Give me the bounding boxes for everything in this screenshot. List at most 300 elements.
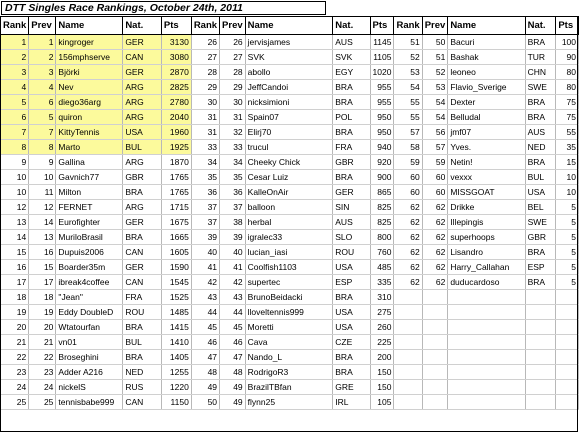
cell-rank: 23 bbox=[1, 365, 29, 380]
cell-pts: 310 bbox=[370, 290, 394, 305]
cell-name: BrazilTBfan bbox=[245, 380, 333, 395]
cell-rank: 30 bbox=[191, 95, 219, 110]
cell-rank: 53 bbox=[394, 65, 422, 80]
cell-prev bbox=[422, 305, 448, 320]
cell-nat: BRA bbox=[123, 320, 162, 335]
cell-name: Flavio_Sverige bbox=[448, 80, 525, 95]
cell-nat bbox=[525, 305, 556, 320]
cell-name bbox=[448, 335, 525, 350]
cell-rank bbox=[394, 380, 422, 395]
cell-prev: 62 bbox=[422, 275, 448, 290]
cell-rank: 15 bbox=[1, 245, 29, 260]
cell-rank: 2 bbox=[1, 50, 29, 65]
cell-nat: SVK bbox=[333, 50, 370, 65]
cell-pts: 825 bbox=[370, 200, 394, 215]
cell-nat: CZE bbox=[333, 335, 370, 350]
table-row bbox=[1, 260, 579, 275]
cell-prev: 62 bbox=[422, 215, 448, 230]
cell-prev: 10 bbox=[29, 170, 56, 185]
cell-pts: 5 bbox=[556, 200, 579, 215]
cell-prev: 8 bbox=[29, 140, 56, 155]
cell-rank: 10 bbox=[1, 185, 29, 200]
cell-rank: 31 bbox=[191, 110, 219, 125]
cell-pts: 1765 bbox=[161, 185, 191, 200]
cell-pts: 15 bbox=[556, 155, 579, 170]
cell-prev: 20 bbox=[29, 320, 56, 335]
cell-prev: 5 bbox=[29, 110, 56, 125]
table-row bbox=[1, 185, 579, 200]
cell-rank: 55 bbox=[394, 95, 422, 110]
cell-name: Elirj70 bbox=[245, 125, 333, 140]
cell-prev: 34 bbox=[220, 155, 246, 170]
column-header-rank: Rank bbox=[1, 17, 29, 35]
cell-nat: EGY bbox=[333, 65, 370, 80]
cell-rank bbox=[394, 350, 422, 365]
cell-name: ibreak4coffee bbox=[56, 275, 123, 290]
cell-pts: 800 bbox=[370, 230, 394, 245]
cell-prev: 9 bbox=[29, 155, 56, 170]
cell-pts: 1255 bbox=[161, 365, 191, 380]
cell-pts: 1925 bbox=[161, 140, 191, 155]
cell-nat: CAN bbox=[123, 245, 162, 260]
cell-nat: GER bbox=[123, 35, 162, 50]
cell-name: 156mphserve bbox=[56, 50, 123, 65]
cell-prev: 30 bbox=[220, 95, 246, 110]
cell-nat: BUL bbox=[525, 170, 556, 185]
cell-nat: SIN bbox=[333, 200, 370, 215]
column-header-pts: Pts bbox=[556, 17, 579, 35]
cell-prev: 54 bbox=[422, 110, 448, 125]
cell-pts: 5 bbox=[556, 230, 579, 245]
cell-name: quiron bbox=[56, 110, 123, 125]
cell-prev: 50 bbox=[422, 35, 448, 50]
cell-pts: 950 bbox=[370, 110, 394, 125]
cell-rank bbox=[394, 305, 422, 320]
cell-prev: 15 bbox=[29, 260, 56, 275]
cell-rank bbox=[394, 335, 422, 350]
cell-prev bbox=[422, 335, 448, 350]
cell-rank: 9 bbox=[1, 155, 29, 170]
table-row bbox=[1, 50, 579, 65]
cell-prev: 54 bbox=[422, 95, 448, 110]
cell-pts: 80 bbox=[556, 65, 579, 80]
cell-name: KittyTennis bbox=[56, 125, 123, 140]
cell-rank: 13 bbox=[1, 215, 29, 230]
cell-rank: 54 bbox=[394, 80, 422, 95]
cell-pts: 335 bbox=[370, 275, 394, 290]
cell-name: KalleOnAir bbox=[245, 185, 333, 200]
cell-prev: 26 bbox=[220, 35, 246, 50]
cell-rank: 6 bbox=[1, 110, 29, 125]
table-row bbox=[1, 140, 579, 155]
cell-rank: 16 bbox=[1, 260, 29, 275]
cell-pts: 825 bbox=[370, 215, 394, 230]
cell-prev: 49 bbox=[220, 395, 246, 410]
cell-rank: 55 bbox=[394, 110, 422, 125]
cell-name: Dexter bbox=[448, 95, 525, 110]
cell-pts: 760 bbox=[370, 245, 394, 260]
cell-rank: 29 bbox=[191, 80, 219, 95]
cell-prev: 21 bbox=[29, 335, 56, 350]
cell-pts: 1405 bbox=[161, 350, 191, 365]
cell-rank: 24 bbox=[1, 380, 29, 395]
cell-nat: SLO bbox=[333, 230, 370, 245]
cell-pts: 2040 bbox=[161, 110, 191, 125]
table-row bbox=[1, 125, 579, 140]
cell-pts: 80 bbox=[556, 80, 579, 95]
cell-prev: 22 bbox=[29, 350, 56, 365]
cell-nat: USA bbox=[333, 260, 370, 275]
cell-name: Coolfish1103 bbox=[245, 260, 333, 275]
cell-nat bbox=[525, 290, 556, 305]
cell-name: leoneo bbox=[448, 65, 525, 80]
cell-nat: FRA bbox=[123, 290, 162, 305]
cell-nat: NED bbox=[525, 140, 556, 155]
cell-name: balloon bbox=[245, 200, 333, 215]
cell-name: Yves. bbox=[448, 140, 525, 155]
cell-nat: BRA bbox=[525, 275, 556, 290]
cell-prev bbox=[422, 290, 448, 305]
cell-prev: 37 bbox=[220, 200, 246, 215]
cell-nat: USA bbox=[525, 185, 556, 200]
cell-name: flynn25 bbox=[245, 395, 333, 410]
table-row bbox=[1, 350, 579, 365]
cell-pts: 275 bbox=[370, 305, 394, 320]
cell-name: Bashak bbox=[448, 50, 525, 65]
cell-nat: USA bbox=[123, 125, 162, 140]
cell-name: kingroger bbox=[56, 35, 123, 50]
cell-rank: 62 bbox=[394, 245, 422, 260]
cell-pts bbox=[556, 350, 579, 365]
cell-nat: BEL bbox=[525, 200, 556, 215]
cell-nat: ARG bbox=[123, 80, 162, 95]
cell-name: abollo bbox=[245, 65, 333, 80]
cell-name: herbal bbox=[245, 215, 333, 230]
cell-name: igralec33 bbox=[245, 230, 333, 245]
cell-nat: BRA bbox=[525, 35, 556, 50]
column-header-name: Name bbox=[56, 17, 123, 35]
cell-nat bbox=[525, 350, 556, 365]
cell-nat: ESP bbox=[333, 275, 370, 290]
cell-prev: 27 bbox=[220, 50, 246, 65]
cell-name: Spain07 bbox=[245, 110, 333, 125]
cell-prev: 23 bbox=[29, 365, 56, 380]
cell-name: Moretti bbox=[245, 320, 333, 335]
cell-pts: 955 bbox=[370, 95, 394, 110]
cell-pts: 1020 bbox=[370, 65, 394, 80]
cell-prev: 14 bbox=[29, 215, 56, 230]
cell-nat: BRA bbox=[123, 185, 162, 200]
cell-pts: 150 bbox=[370, 380, 394, 395]
table-row bbox=[1, 335, 579, 350]
cell-pts: 1485 bbox=[161, 305, 191, 320]
cell-nat: GBR bbox=[525, 230, 556, 245]
cell-name: Broseghini bbox=[56, 350, 123, 365]
cell-name: JeffCandoi bbox=[245, 80, 333, 95]
cell-pts: 950 bbox=[370, 125, 394, 140]
cell-rank: 4 bbox=[1, 80, 29, 95]
cell-name: RodrigoR3 bbox=[245, 365, 333, 380]
cell-prev bbox=[422, 380, 448, 395]
cell-prev: 60 bbox=[422, 185, 448, 200]
cell-pts: 75 bbox=[556, 95, 579, 110]
cell-name: Eddy DoubleD bbox=[56, 305, 123, 320]
cell-rank: 33 bbox=[191, 140, 219, 155]
cell-rank: 50 bbox=[191, 395, 219, 410]
cell-prev: 35 bbox=[220, 170, 246, 185]
cell-pts bbox=[556, 395, 579, 410]
cell-rank: 22 bbox=[1, 350, 29, 365]
cell-nat: FRA bbox=[333, 140, 370, 155]
cell-nat: IRL bbox=[333, 395, 370, 410]
cell-name: Marto bbox=[56, 140, 123, 155]
cell-nat: BRA bbox=[123, 350, 162, 365]
cell-nat: BUL bbox=[123, 140, 162, 155]
cell-pts: 75 bbox=[556, 110, 579, 125]
cell-pts: 2870 bbox=[161, 65, 191, 80]
column-header-name: Name bbox=[448, 17, 525, 35]
cell-prev bbox=[422, 365, 448, 380]
cell-name: Netin! bbox=[448, 155, 525, 170]
table-row bbox=[1, 395, 579, 410]
cell-rank: 51 bbox=[394, 35, 422, 50]
cell-pts: 105 bbox=[370, 395, 394, 410]
cell-rank: 62 bbox=[394, 260, 422, 275]
cell-nat: NED bbox=[123, 365, 162, 380]
cell-nat: BRA bbox=[333, 95, 370, 110]
cell-rank: 40 bbox=[191, 245, 219, 260]
cell-nat: SWE bbox=[525, 80, 556, 95]
cell-rank: 34 bbox=[191, 155, 219, 170]
cell-pts: 90 bbox=[556, 50, 579, 65]
column-header-pts: Pts bbox=[370, 17, 394, 35]
cell-nat bbox=[525, 320, 556, 335]
cell-name bbox=[448, 380, 525, 395]
cell-nat: POL bbox=[333, 110, 370, 125]
cell-pts: 3080 bbox=[161, 50, 191, 65]
cell-pts: 1545 bbox=[161, 275, 191, 290]
cell-prev: 32 bbox=[220, 125, 246, 140]
cell-pts: 940 bbox=[370, 140, 394, 155]
header-row bbox=[1, 17, 579, 35]
table-row bbox=[1, 80, 579, 95]
cell-name bbox=[448, 365, 525, 380]
cell-nat: BRA bbox=[333, 80, 370, 95]
cell-prev: 62 bbox=[422, 200, 448, 215]
cell-prev: 7 bbox=[29, 125, 56, 140]
cell-rank: 27 bbox=[191, 50, 219, 65]
cell-name: Illepingis bbox=[448, 215, 525, 230]
cell-name: Wtatourfan bbox=[56, 320, 123, 335]
cell-prev: 59 bbox=[422, 155, 448, 170]
cell-rank: 62 bbox=[394, 230, 422, 245]
column-header-rank: Rank bbox=[394, 17, 422, 35]
cell-rank: 21 bbox=[1, 335, 29, 350]
column-header-nat: Nat. bbox=[525, 17, 556, 35]
column-header-prev: Prev bbox=[29, 17, 56, 35]
cell-prev: 41 bbox=[220, 260, 246, 275]
cell-name: vn01 bbox=[56, 335, 123, 350]
cell-pts: 1145 bbox=[370, 35, 394, 50]
table-row bbox=[1, 275, 579, 290]
cell-pts: 260 bbox=[370, 320, 394, 335]
cell-name: MuriloBrasil bbox=[56, 230, 123, 245]
cell-name: nicksimioni bbox=[245, 95, 333, 110]
cell-rank: 43 bbox=[191, 290, 219, 305]
table-row bbox=[1, 35, 579, 50]
cell-rank: 49 bbox=[191, 380, 219, 395]
cell-prev: 40 bbox=[220, 245, 246, 260]
cell-prev: 44 bbox=[220, 305, 246, 320]
table-row bbox=[1, 110, 579, 125]
cell-name bbox=[448, 350, 525, 365]
cell-pts: 5 bbox=[556, 275, 579, 290]
cell-name: diego36arg bbox=[56, 95, 123, 110]
cell-pts: 1960 bbox=[161, 125, 191, 140]
cell-rank: 35 bbox=[191, 170, 219, 185]
cell-name: Cava bbox=[245, 335, 333, 350]
cell-nat: AUS bbox=[525, 125, 556, 140]
cell-pts: 2780 bbox=[161, 95, 191, 110]
cell-prev: 28 bbox=[220, 65, 246, 80]
cell-pts bbox=[556, 380, 579, 395]
cell-prev: 18 bbox=[29, 290, 56, 305]
cell-nat: AUS bbox=[333, 215, 370, 230]
cell-name: Gallina bbox=[56, 155, 123, 170]
cell-rank: 14 bbox=[1, 230, 29, 245]
cell-rank: 41 bbox=[191, 260, 219, 275]
cell-nat: BRA bbox=[525, 95, 556, 110]
cell-pts: 1590 bbox=[161, 260, 191, 275]
cell-rank: 60 bbox=[394, 170, 422, 185]
cell-pts: 1870 bbox=[161, 155, 191, 170]
cell-name: Nev bbox=[56, 80, 123, 95]
table-row bbox=[1, 320, 579, 335]
cell-nat: GBR bbox=[333, 155, 370, 170]
column-header-pts: Pts bbox=[161, 17, 191, 35]
cell-prev: 16 bbox=[29, 245, 56, 260]
cell-rank: 17 bbox=[1, 275, 29, 290]
cell-name: Björki bbox=[56, 65, 123, 80]
column-header-nat: Nat. bbox=[123, 17, 162, 35]
cell-nat: ROU bbox=[123, 305, 162, 320]
column-header-nat: Nat. bbox=[333, 17, 370, 35]
cell-pts: 1220 bbox=[161, 380, 191, 395]
cell-rank: 58 bbox=[394, 140, 422, 155]
cell-pts: 1410 bbox=[161, 335, 191, 350]
cell-rank: 26 bbox=[191, 35, 219, 50]
table-row bbox=[1, 95, 579, 110]
cell-name: Belludal bbox=[448, 110, 525, 125]
cell-pts: 2825 bbox=[161, 80, 191, 95]
cell-prev: 38 bbox=[220, 215, 246, 230]
cell-name: Dupuis2006 bbox=[56, 245, 123, 260]
cell-name: Harry_Callahan bbox=[448, 260, 525, 275]
cell-rank: 62 bbox=[394, 275, 422, 290]
cell-prev: 13 bbox=[29, 230, 56, 245]
cell-nat: CHN bbox=[525, 65, 556, 80]
cell-prev: 48 bbox=[220, 365, 246, 380]
cell-nat: GER bbox=[123, 65, 162, 80]
rankings-table bbox=[0, 16, 579, 410]
cell-nat: SWE bbox=[525, 215, 556, 230]
cell-pts: 5 bbox=[556, 215, 579, 230]
cell-pts: 920 bbox=[370, 155, 394, 170]
cell-rank: 59 bbox=[394, 155, 422, 170]
cell-name bbox=[448, 395, 525, 410]
cell-rank: 19 bbox=[1, 305, 29, 320]
cell-pts bbox=[556, 365, 579, 380]
cell-name bbox=[448, 290, 525, 305]
cell-pts: 865 bbox=[370, 185, 394, 200]
cell-nat: AUS bbox=[333, 35, 370, 50]
cell-pts: 200 bbox=[370, 350, 394, 365]
cell-prev: 51 bbox=[422, 50, 448, 65]
table-row bbox=[1, 65, 579, 80]
cell-name: "Jean" bbox=[56, 290, 123, 305]
cell-prev bbox=[422, 320, 448, 335]
cell-rank bbox=[394, 290, 422, 305]
cell-rank: 48 bbox=[191, 365, 219, 380]
cell-name bbox=[448, 320, 525, 335]
cell-prev: 39 bbox=[220, 230, 246, 245]
cell-rank: 10 bbox=[1, 170, 29, 185]
cell-nat bbox=[525, 335, 556, 350]
cell-nat: ARG bbox=[123, 200, 162, 215]
cell-nat: CAN bbox=[123, 395, 162, 410]
cell-rank: 42 bbox=[191, 275, 219, 290]
table-row bbox=[1, 305, 579, 320]
cell-pts: 1150 bbox=[161, 395, 191, 410]
cell-rank: 1 bbox=[1, 35, 29, 50]
cell-nat: CAN bbox=[123, 50, 162, 65]
cell-nat: BRA bbox=[525, 245, 556, 260]
cell-rank: 52 bbox=[394, 50, 422, 65]
cell-rank: 45 bbox=[191, 320, 219, 335]
cell-name bbox=[448, 305, 525, 320]
cell-pts: 1765 bbox=[161, 170, 191, 185]
cell-rank: 5 bbox=[1, 95, 29, 110]
cell-prev: 6 bbox=[29, 95, 56, 110]
cell-nat bbox=[525, 395, 556, 410]
cell-pts: 1525 bbox=[161, 290, 191, 305]
cell-nat bbox=[525, 380, 556, 395]
cell-name: superhoops bbox=[448, 230, 525, 245]
cell-pts: 1415 bbox=[161, 320, 191, 335]
cell-prev: 60 bbox=[422, 170, 448, 185]
cell-prev: 56 bbox=[422, 125, 448, 140]
cell-pts bbox=[556, 335, 579, 350]
cell-name: SVK bbox=[245, 50, 333, 65]
cell-pts: 100 bbox=[556, 35, 579, 50]
cell-prev: 25 bbox=[29, 395, 56, 410]
cell-rank: 12 bbox=[1, 200, 29, 215]
cell-name: lloveltennis999 bbox=[245, 305, 333, 320]
cell-rank: 28 bbox=[191, 65, 219, 80]
cell-name: jmf07 bbox=[448, 125, 525, 140]
cell-pts: 5 bbox=[556, 260, 579, 275]
column-header-prev: Prev bbox=[220, 17, 246, 35]
cell-nat: GER bbox=[123, 215, 162, 230]
cell-prev: 31 bbox=[220, 110, 246, 125]
cell-prev: 4 bbox=[29, 80, 56, 95]
cell-prev: 29 bbox=[220, 80, 246, 95]
cell-prev: 57 bbox=[422, 140, 448, 155]
cell-prev: 11 bbox=[29, 185, 56, 200]
cell-rank: 3 bbox=[1, 65, 29, 80]
cell-pts: 5 bbox=[556, 245, 579, 260]
cell-name: Eurofighter bbox=[56, 215, 123, 230]
